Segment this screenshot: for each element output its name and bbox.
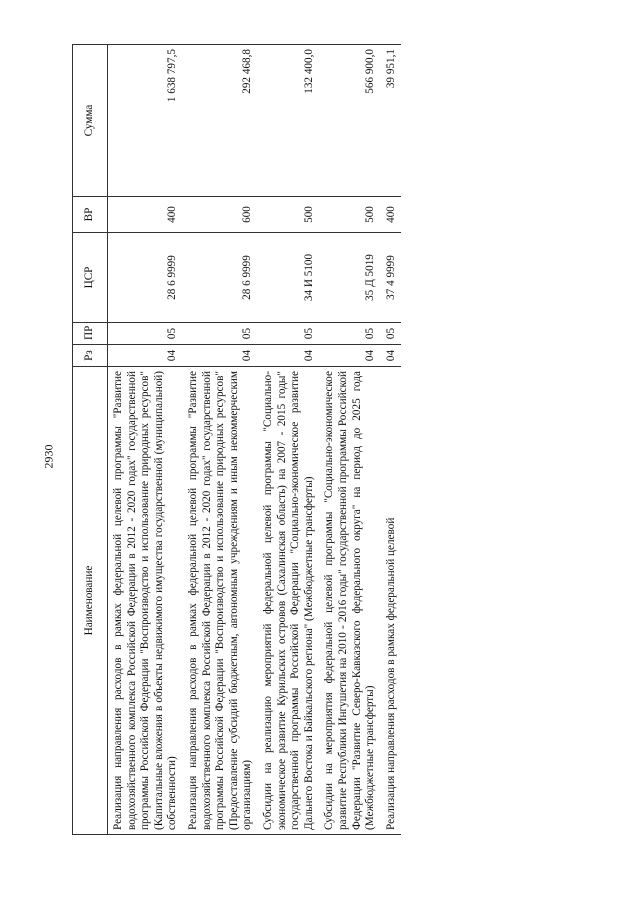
row-vr: 400	[381, 197, 402, 233]
table-row	[319, 45, 380, 835]
row-rz: 04	[258, 345, 319, 367]
row-sum: 566 900,0	[319, 45, 380, 197]
row-name: Субсидии на реализацию мероприятий федеральной целевой программы "Социально-экономическое развитие Курильских островов (Сахалинская область) на 2007 - 2015 годы" государственной программы Российской Федерации "Социально-экономическое развитие Дальнего Востока и Байкальского региона" (Межбюджетные трансферты)	[258, 367, 319, 835]
row-name: Реализация направления расходов в рамках федеральной целевой программы "Развитие водохозяйственного комплекса Российской Федерации в 2012 - 2020 годах" государственной программы Российской Федерации "Воспроизводство и использование природных ресурсов" (Предоставление субсидий бюджетным, автономным учреждениям и иным некоммерческим организациям)	[183, 367, 258, 835]
row-csr: 37 4 9999	[381, 233, 402, 323]
row-name: Реализация направления расходов в рамках федеральной целевой	[381, 367, 402, 835]
row-sum: 292 468,8	[183, 45, 258, 197]
row-csr: 35 Д 5019	[319, 233, 380, 323]
table-header	[73, 45, 108, 835]
table-row	[108, 45, 183, 835]
budget-table	[72, 44, 401, 835]
row-rz: 04	[108, 345, 183, 367]
row-rz: 04	[319, 345, 380, 367]
row-sum: 1 638 797,5	[108, 45, 183, 197]
row-name: Реализация направления расходов в рамках федеральной целевой программы "Развитие водохозяйственного комплекса Российской Федерации в 2012 - 2020 годах" государственной программы Российской Федерации "Воспроизводство и использование природных ресурсов" (Капитальные вложения в объекты недвижимого имущества государственной (муниципальной) собственности)	[108, 367, 183, 835]
header-row	[73, 45, 108, 835]
header-name: Наименование	[73, 367, 108, 835]
row-rz: 04	[183, 345, 258, 367]
header-pr: ПР	[73, 323, 108, 345]
table-row	[381, 45, 402, 835]
row-vr: 600	[183, 197, 258, 233]
table-row	[258, 45, 319, 835]
header-vr: ВР	[73, 197, 108, 233]
row-sum: 132 400,0	[258, 45, 319, 197]
row-pr: 05	[108, 323, 183, 345]
header-csr: ЦСР	[73, 233, 108, 323]
table-body	[108, 45, 402, 835]
row-rz: 04	[381, 345, 402, 367]
header-rz: Рз	[73, 345, 108, 367]
row-vr: 500	[319, 197, 380, 233]
row-pr: 05	[381, 323, 402, 345]
row-vr: 500	[258, 197, 319, 233]
page-number	[40, 436, 58, 476]
row-csr: 34 И 5100	[258, 233, 319, 323]
table-row	[183, 45, 258, 835]
row-vr: 400	[108, 197, 183, 233]
page-number-text: 2930	[41, 444, 56, 468]
row-csr: 28 6 9999	[108, 233, 183, 323]
row-name: Субсидии на мероприятия федеральной целевой программы "Социально-экономическое развитие Республики Ингушетия на 2010 - 2016 годы" государственной программы Российской Федерации "Развитие Северо-Кавказского федерального округа" на период до 2025 года (Межбюджетные трансферты)	[319, 367, 380, 835]
row-csr: 28 6 9999	[183, 233, 258, 323]
rotated-page-content	[72, 45, 592, 835]
row-pr: 05	[183, 323, 258, 345]
row-pr: 05	[258, 323, 319, 345]
header-sum: Сумма	[73, 45, 108, 197]
row-pr: 05	[319, 323, 380, 345]
row-sum: 39 951,1	[381, 45, 402, 197]
